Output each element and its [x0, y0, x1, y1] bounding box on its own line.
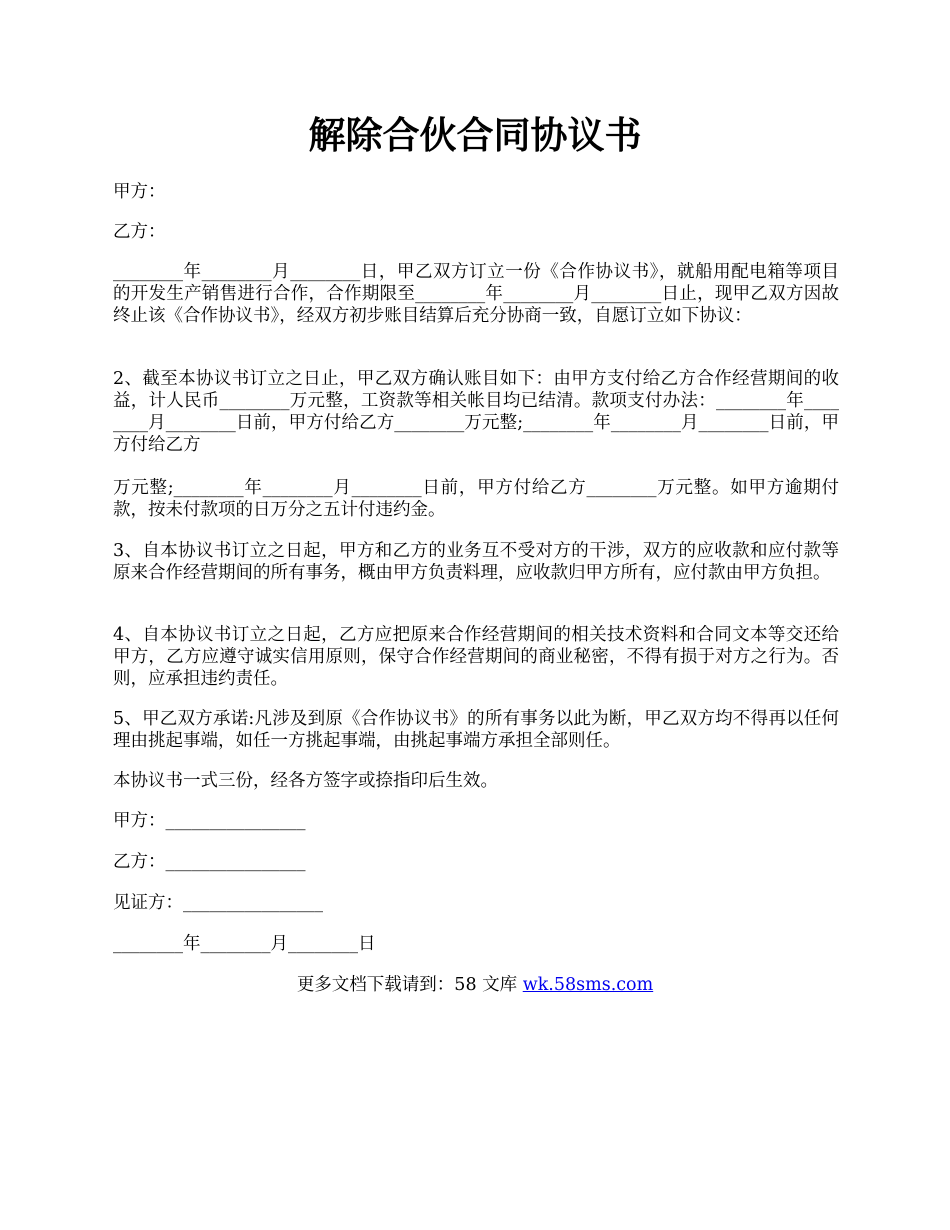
document-title: 解除合伙合同协议书 — [308, 114, 642, 157]
clause-3-paragraph: 3、自本协议书订立之日起，甲方和乙方的业务互不受对方的干涉，双方的应收款和应付款等原来合作经营期间的所有事务，概由甲方负责料理，应收款归甲方所有，应付款由甲方负担。 — [113, 541, 839, 583]
signing-date-line: ________年________月________日 — [113, 934, 376, 954]
signature-party-b: 乙方：________________ — [113, 852, 306, 872]
intro-paragraph: ________年________月________日，甲乙双方订立一份《合作协议书》，就船用配电箱等项目的开发生产销售进行合作，合作期限至________年________月________日止，现甲乙双方因故终止该《合作协议书》，经双方初步账目结算后充分协商一致，自愿订立如下协议： — [113, 262, 839, 326]
clause-2-continuation: 万元整;________年________月________日前，甲方付给乙方________万元整。如甲方逾期付款，按未付款项的日万分之五计付违约金。 — [113, 478, 839, 520]
signature-party-a: 甲方：________________ — [113, 811, 306, 831]
clause-4-paragraph: 4、自本协议书订立之日起，乙方应把原来合作经营期间的相关技术资料和合同文本等交还给甲方，乙方应遵守诚实信用原则，保守合作经营期间的商业秘密，不得有损于对方之行为。否则，应承担违约责任。 — [113, 625, 839, 689]
clause-5-paragraph: 5、甲乙双方承诺:凡涉及到原《合作协议书》的所有事务以此为断，甲乙双方均不得再以任何理由挑起事端，如任一方挑起事端，由挑起事端方承担全部则任。 — [113, 709, 839, 751]
footer — [0, 973, 950, 997]
signature-witness: 见证方：________________ — [113, 893, 323, 913]
footer-link[interactable]: wk.58sms.com — [522, 975, 654, 995]
clause-2-paragraph: 2、截至本协议书订立之日止，甲乙双方确认账目如下：由甲方支付给乙方合作经营期间的收益，计人民币________万元整，工资款等相关帐目均已结清。款项支付办法：________年________月________日前，甲方付给乙方________万元整;________年________月________日前，甲方付给乙方 — [113, 369, 839, 455]
copies-statement: 本协议书一式三份，经各方签字或捺指印后生效。 — [113, 771, 498, 791]
footer-text: 更多文档下载请到：58 文库 — [296, 975, 523, 995]
party-b-label: 乙方： — [113, 222, 166, 242]
party-a-label: 甲方： — [113, 182, 166, 202]
